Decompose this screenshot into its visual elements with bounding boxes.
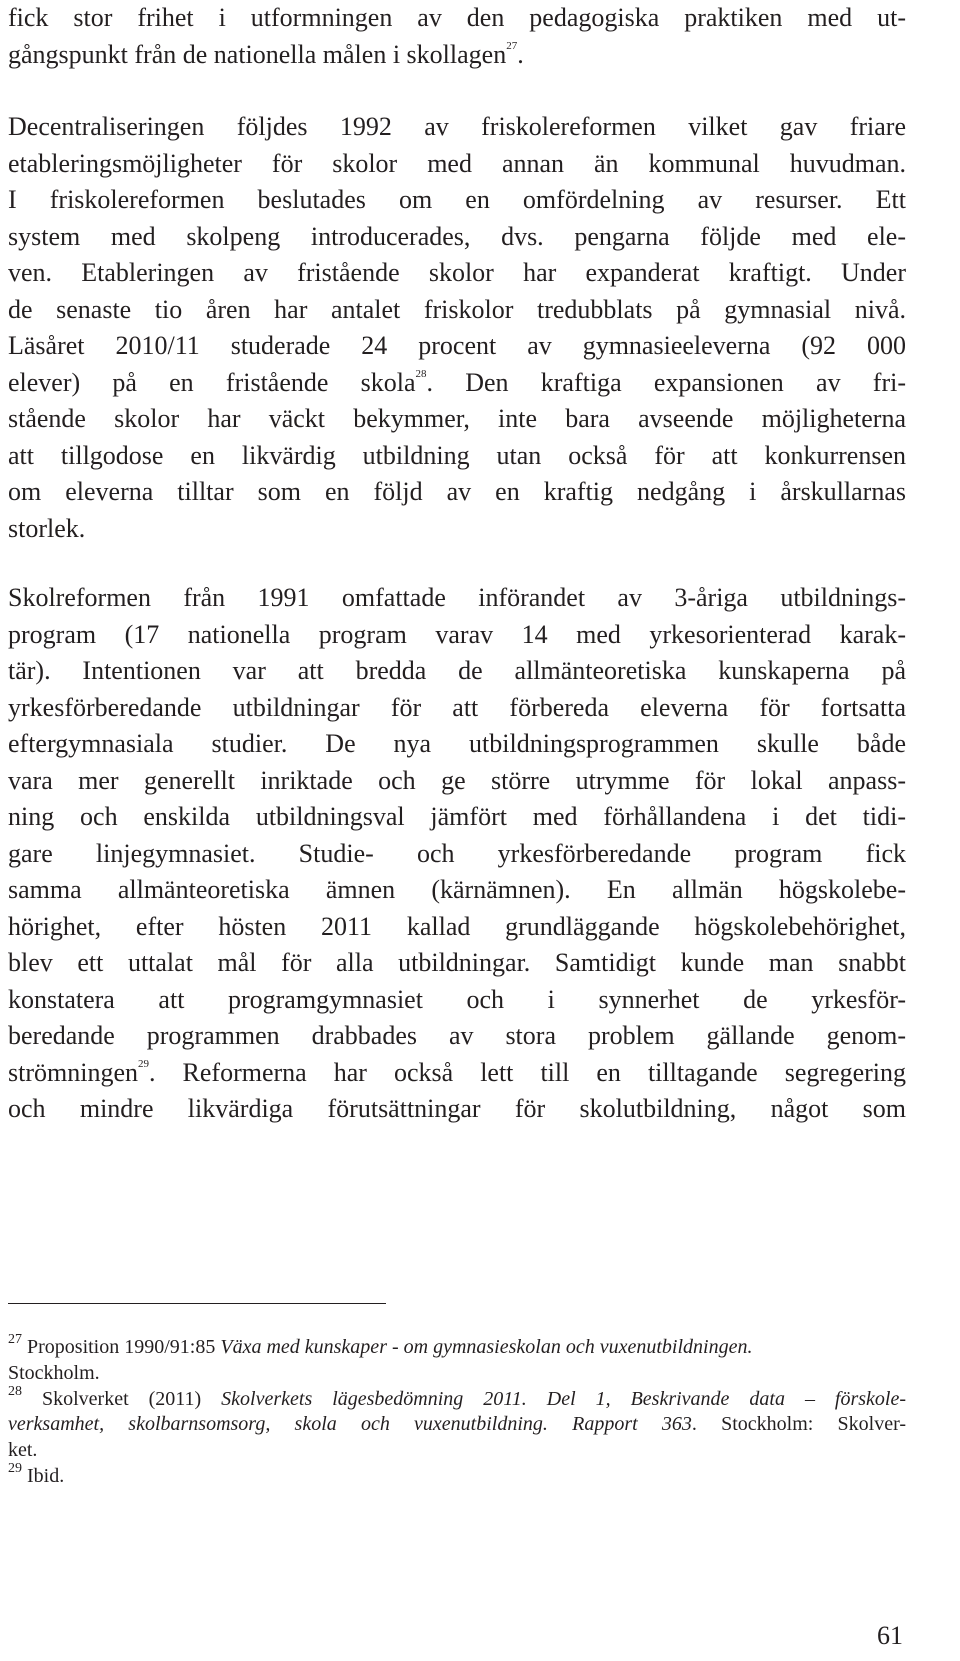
footnote-number: 27 bbox=[8, 1332, 22, 1347]
footnote-text: Ibid. bbox=[27, 1464, 65, 1487]
footnote-number: 29 bbox=[8, 1460, 22, 1476]
text-line: konstatera att programgymnasiet och i synnerhet de yrkesför- bbox=[8, 984, 906, 1014]
text-line: och mindre likvärdiga förutsättningar för skolutbildning, något som bbox=[8, 1094, 906, 1123]
text-line: hörighet, efter hösten 2011 kallad grundläggande högskolebehörighet, bbox=[8, 911, 906, 941]
text-line: blev ett uttalat mål för alla utbildningar. Samtidigt kunde man snabbt bbox=[8, 948, 906, 977]
footnote-line: Stockholm. bbox=[8, 1361, 100, 1384]
text-line bbox=[8, 37, 906, 74]
text-line: gare linjegymnasiet. Studie- och yrkesförberedande program fick bbox=[8, 838, 906, 868]
text-line: vara mer generellt inriktade och ge större utrymme för lokal anpass- bbox=[8, 765, 906, 795]
footnote-line bbox=[8, 1383, 907, 1413]
text-run: elever) på en fristående skola bbox=[8, 367, 416, 397]
text-line: Decentraliseringen följdes 1992 av friskolereformen vilket gav friare bbox=[8, 112, 906, 141]
text-line: yrkesförberedande utbildningar för att förbereda eleverna för fortsatta bbox=[8, 692, 906, 722]
footnote-ref-28[interactable]: 28 bbox=[415, 367, 427, 380]
footnote-29 bbox=[8, 1460, 906, 1490]
footnote-text: . Stockholm: Skolver- bbox=[691, 1413, 906, 1436]
text-line: att tillgodose en likvärdig utbildning utan också för att konkurrensen bbox=[8, 440, 906, 470]
footnote-title: Skolverkets lägesbedömning 2011. Del 1, Beskrivande data – förskole- bbox=[221, 1387, 907, 1410]
text-line: storlek. bbox=[8, 513, 86, 543]
footnote-27 bbox=[8, 1332, 906, 1387]
text-line: Läsåret 2010/11 studerade 24 procent av gymnasieeleverna (92 000 bbox=[8, 331, 906, 360]
text-line: Skolreformen från 1991 omfattade införandet av 3-åriga utbildnings- bbox=[8, 583, 906, 612]
text-line: beredande programmen drabbades av stora problem gällande genom- bbox=[8, 1021, 906, 1050]
text-run: . bbox=[517, 39, 524, 69]
footnote-number: 28 bbox=[8, 1383, 22, 1399]
footnote-title: verksamhet, skolbarnsomsorg, skola och vuxenutbildning. Rapport 363 bbox=[8, 1413, 692, 1436]
text-run: gångspunkt från de nationella målen i skollagen bbox=[8, 39, 507, 69]
text-run: . Den kraftiga expansionen av fri- bbox=[426, 367, 906, 397]
text-line: ning och enskilda utbildningsval jämfört med förhållandena i det tidi- bbox=[8, 802, 906, 831]
text-line: system med skolpeng introducerades, dvs. pengarna följde med ele- bbox=[8, 221, 906, 251]
footnote-separator bbox=[8, 1303, 386, 1304]
footnote-line bbox=[8, 1412, 906, 1438]
text-line: fick stor frihet i utformningen av den pedagogiska praktiken med ut- bbox=[8, 3, 906, 32]
page-number: 61 bbox=[877, 1621, 903, 1650]
paragraph-skolreform bbox=[8, 580, 906, 1128]
text-line: om eleverna tilltar som en följd av en kraftig nedgång i årskullarnas bbox=[8, 477, 906, 506]
text-run: strömningen bbox=[8, 1057, 138, 1087]
text-line bbox=[8, 1055, 906, 1092]
footnote-line bbox=[8, 1332, 906, 1361]
paragraph-continuation bbox=[8, 0, 906, 73]
text-line: stående skolor har väckt bekymmer, inte bara avseende möjligheterna bbox=[8, 404, 906, 433]
text-line: samma allmänteoretiska ämnen (kärnämnen). En allmän högskolebe- bbox=[8, 875, 906, 904]
footnote-text: Skolverket (2011) bbox=[41, 1387, 222, 1410]
text-line: de senaste tio åren har antalet friskolor tredubblats på gymnasial nivå. bbox=[8, 294, 906, 324]
footnote-28 bbox=[8, 1383, 907, 1464]
text-line: eftergymnasiala studier. De nya utbildningsprogrammen skulle både bbox=[8, 729, 906, 758]
text-line: I friskolereformen beslutades om en omfördelning av resurser. Ett bbox=[8, 185, 906, 214]
text-line bbox=[8, 365, 906, 402]
paragraph-friskolereform bbox=[8, 109, 906, 547]
text-line: program (17 nationella program varav 14 med yrkesorienterad karak- bbox=[8, 619, 906, 649]
footnote-text: Proposition 1990/91:85 bbox=[27, 1336, 221, 1358]
text-line: tär). Intentionen var att bredda de allmänteoretiska kunskaperna på bbox=[8, 656, 906, 685]
footnote-ref-29[interactable]: 29 bbox=[138, 1057, 149, 1070]
footnote-title: Växa med kunskaper - om gymnasieskolan och vuxenutbildningen. bbox=[220, 1336, 753, 1358]
footnote-line bbox=[8, 1460, 906, 1490]
footnotes bbox=[8, 1332, 907, 1490]
text-line: etableringsmöjligheter för skolor med annan än kommunal huvudman. bbox=[8, 148, 906, 178]
footnote-ref-27[interactable]: 27 bbox=[506, 39, 518, 52]
footnote-line: ket. bbox=[8, 1439, 38, 1462]
text-run: . Reformerna har också lett till en tilltagande segregering bbox=[149, 1057, 906, 1087]
text-line: ven. Etableringen av fristående skolor har expanderat kraftigt. Under bbox=[8, 258, 906, 287]
